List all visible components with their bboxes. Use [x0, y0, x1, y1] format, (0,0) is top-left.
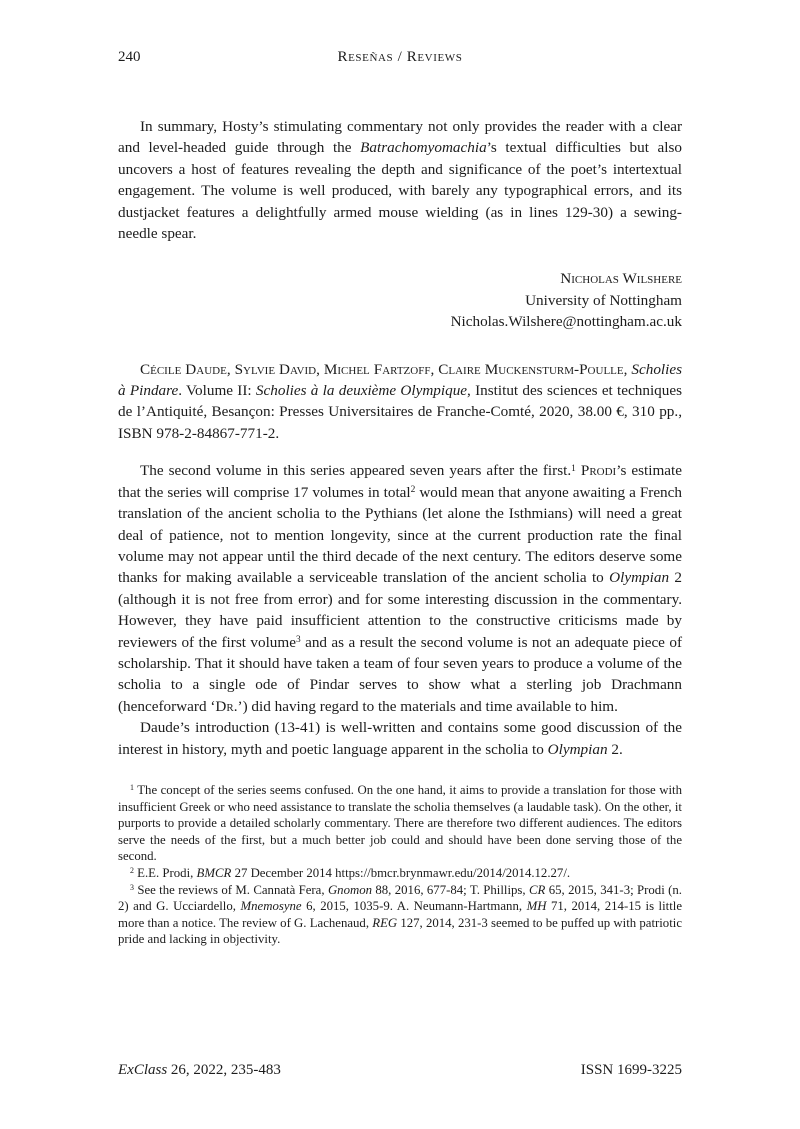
- closing-paragraph: In summary, Hosty’s stimulating commentary not only provides the reader with a clear and level-headed guide through the Batrachomyomachia’s textual difficulties but also uncovers a host of features revealing the depth and significance of the poet’s intertextual engagement. The volume is well produced, with barely any typographical errors, and its dustjacket features a delightfully armed mouse wielding (as in lines 129-30) a sewing-needle spear.: [118, 118, 682, 243]
- footnote-3: $^3$ See the reviews of M. Cannatà Fera, Gnomon 88, 2016, 677-84; T. Phillips, CR 65, 2015, 341-3; Prodi (n. 2) and G. Ucciardello, Mnemosyne 6, 2015, 1035-9. A. Neumann-Hartmann, MH 71, 2014, 214-15 is little more than a notice. The review of G. Lachenaud, REG 127, 2014, 231-3 seemed to be puffed up with patriotic pride and lacking in objectivity.: [118, 882, 683, 947]
- reviewer-name: Nicholas Wilshere: [560, 270, 682, 288]
- reviewer-email: Nicholas.Wilshere@nottingham.ac.uk: [450, 313, 682, 331]
- signature-block: [118, 268, 682, 332]
- page-footer: [118, 1060, 682, 1081]
- footnote-1: $^1$ The concept of the series seems confused. On the one hand, it aims to provide a translation for those with insufficient Greek or who need assistance to translate the scholia themselves (a laudable task). On the other, it purports to provide a detailed scholarly commentary. There are therefore two different audiences. The editors serve the needs of the first, but a much better job could and should have been done serving those of the second.: [118, 782, 682, 864]
- reviewer-affiliation: University of Nottingham: [525, 291, 682, 309]
- footnotes-section: [118, 782, 682, 948]
- running-title: Reseñas / Reviews: [337, 49, 463, 65]
- body-paragraph-2: Daude’s introduction (13-41) is well-written and contains some good discussion of the interest in history, myth and poetic language apparent in the scholia to Olympian 2.: [118, 719, 682, 758]
- page-header: [118, 47, 682, 68]
- journal-citation: ExClass 26, 2022, 235-483: [118, 1062, 281, 1078]
- issn: ISSN 1699-3225: [580, 1062, 682, 1078]
- footnote-2: $^2$ E.E. Prodi, BMCR 27 December 2014 https://bmcr.brynmawr.edu/2014/2014.12.27/.: [130, 865, 571, 880]
- body-paragraph-1: The second volume in this series appeared seven years after the first.$^1$ Prodi’s estimate that the series will comprise 17 volumes in total$^2$ would mean that anyone awaiting a French translation of the ancient scholia to the Pythians (let alone the Isthmians) will need a great deal of patience, not to mention longevity, since at the current production rate the final volume may not appear until the third decade of the next century. The editors deserve some thanks for making available a serviceable translation of the ancient scholia to Olympian 2 (although it is not free from error) and for some interesting discussion in the commentary. However, they have paid insufficient attention to the constructive criticisms made by reviewers of the first volume$^3$ and as a result the second volume is not an adequate piece of scholarship. That it should have taken a team of four seven years to produce a volume of the scholia to a single ode of Pindar serves to show what a sterling job Drachmann (henceforward ‘Dr.’) did having regard to the materials and time available to him.: [118, 462, 683, 715]
- page-number: 240: [118, 49, 141, 65]
- page-body: [118, 116, 682, 948]
- book-citation: Cécile Daude, Sylvie David, Michel Fartzoff, Claire Muckensturm-Poulle, Scholies à Pindare. Volume II: Scholies à la deuxième Olympique, Institut des sciences et techniques de l’Antiquité, Besançon: Presses Universitaires de Franche-Comté, 2020, 38.00 €, 310 pp., ISBN 978-2-84867-771-2.: [118, 360, 683, 442]
